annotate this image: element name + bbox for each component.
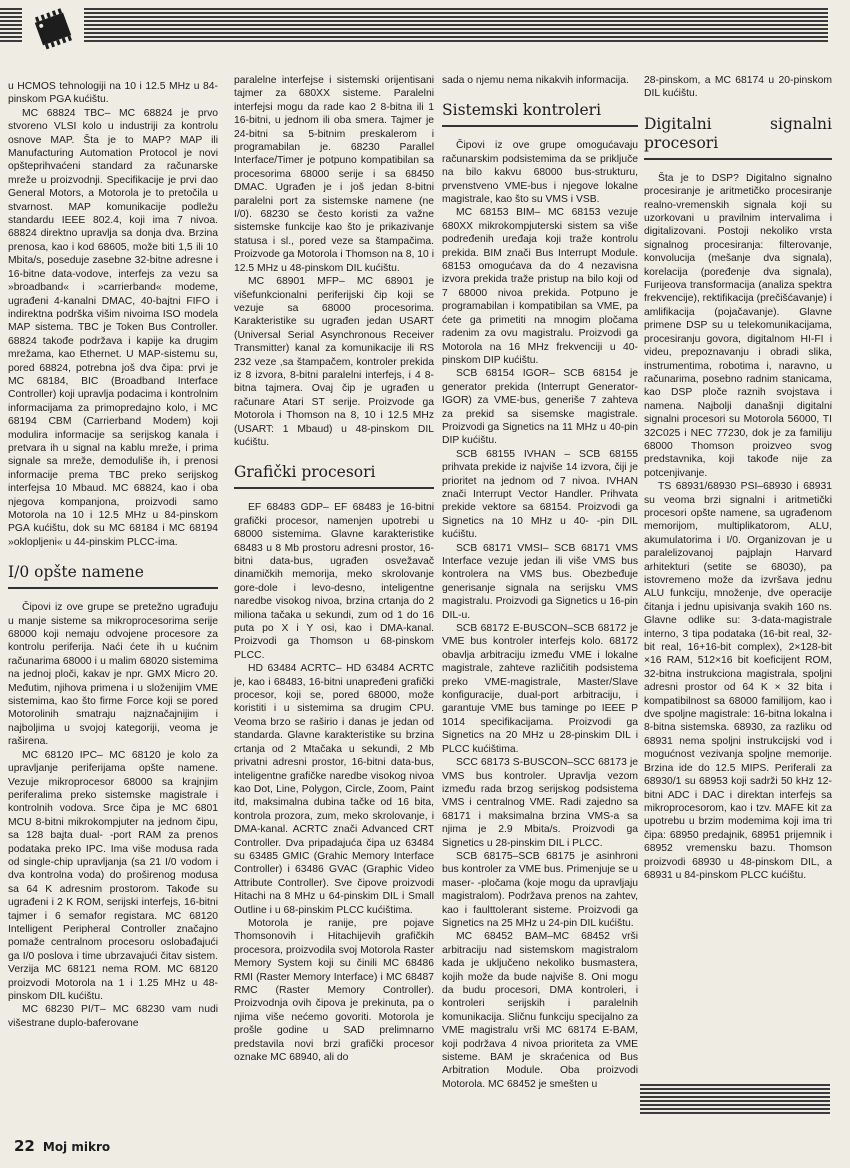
section-heading-system-controllers: Sistemski kontroleri bbox=[442, 101, 638, 127]
column-2 bbox=[234, 74, 434, 1168]
footer-stripes bbox=[640, 1084, 830, 1116]
paragraph: SCB 68155 IVHAN – SCB 68155 prihvata prekide iz najviše 14 izvora, čiji je prioritet na jednom od 7 nivoa. IVHAN znači Interrupt Vector Handler. Prihvata prekide vektore sa 68154. Proizvodi ga Signetics na 10 MHz u 40- -pin DIL kućištu. bbox=[442, 448, 638, 541]
paragraph: Šta je to DSP? Digitalno signalno procesiranje je aritmetičko procesiranje realno-vremenskih signala koji su uzorkovani u pravilnim intervalima i digitalizovani. Postoji nekoliko vrsta signalnog procesiranja: filterovanje, konvolucija (mešanje dva signala), korelacija (poređenje dva signala), Furijeova transformacija (analiza spektra frekvencije), rektifikacija (prečišćavanje) i amlifikacija (pojačavanje). Glavne primene DSP su u telekomunikacijama, procesiranju govora, digitalnom HI-FI i videu, prepoznavanju i obradi slika, instrumentima, robotima i, naravno, u računarima, posebno radnim stanicama, kao DSP ploče raznih svojstava i namena. Najbolji današnji digitalni signalni procesori su Motorola 56000, TI 32C025 i NEC 77230, dok je za familiju 68000 Thomson proizveo svog predstavnika, koji takođe nije za potcenjivanje. bbox=[644, 172, 832, 479]
paragraph: MC 68153 BIM– MC 68153 vezuje 680XX mikrokompjuterski sistem sa više podređenih uređaja koji traže kontrolu prekida. BIM znači Bus Interrupt Module. 68153 omogućava da do 4 nezavisna izvora prekida traže pristup na bilo koji od 7 68000 nivoa prekida. Potpuno je programabilan i kompatibilan sa VME, pa ćete ga primetiti na mnogim pločama radenim za ovu magistralu. Proizvodi ga Motorola na 16 MHz frekvenciji u 40-pinskom DIP kućištu. bbox=[442, 207, 638, 366]
paragraph: SCB 68171 VMSI– SCB 68171 VMS Interface vezuje jedan ili više VMS bus kontrolera na VMS bus. Obezbeđuje generisanje signala na serijsku VMS magistralu. Proizvodi ga Signetics u 16-pin DIL-u. bbox=[442, 542, 638, 621]
paragraph: SCB 68175–SCB 68175 je asinhroni bus kontroler za VME bus. Primenjuje se u maser- -pločama (koje mogu da upravljaju magistralom). Podržava prenos na zahtev, kao i faulttolerant sisteme. Proizvodi ga Signetics na 25 MHz u 24-pin DIL kućištu. bbox=[442, 850, 638, 929]
column-1 bbox=[8, 80, 218, 1168]
paragraph: SCC 68173 S-BUSCON–SCC 68173 je VMS bus kontroler. Upravlja vezom između rada brzog serijskog podsistema VMS i centralnog VME. Radi zajedno sa 68171 i maksimalna brzina VMS-a sa njima je 2.9 Mbita/s. Proizvodi ga Signetics u 28-pinskim DIL i PLCC. bbox=[442, 757, 638, 849]
paragraph: TS 68931/68930 PSI–68930 i 68931 su veoma brzi signalni i aritmetički procesori opšte namene, sa ugrađenom memorijom, multiplikatorom, ALU, akumulatorima i I/0. Organizovan je u paralelizovanoj pajplajn Harvard arhitekturi (setite se 68030), pa istovremeno može da izvršava jednu ALU funkciju, množenje, dve operacije čitanja i jednu upisivanja svakih 160 ns. Glavne odlike su: 3-data-magistrale interno, 3 tipa podataka (16-bit real, 32-bit real, 16+16-bit complex), 2×128-bit ×16 RAM, 512×16 bit koeficijent ROM, 32-bitna instrukciona magistrala, spoljni adresni prostor od 64 K × 32 bita i kompatibilnost sa 68000 familijom, kao i dve spoljne magistrale: 16-bitna lokalna i 8-bitna sistemska. 68930, za razliku od 68931 nema spoljni instrukcijski vod i mogućnost vezivanja spoljne memorije. Brzina ide do 12.5 MIPS. Periferali za 68930/1 su 68953 koji sadrži 50 kHz 12-bitni ADC i DAC i direktan interfejs sa mikroprocesorom, kao i tzv. MAFE kit za upotrebu u brzim modemima koji ima tri čipa: 68950 predajnik, 68951 prijemnik i 68952 vremensku bazu. Thomson proizvodi 68930 u 48-pinskom DIL, a 68931 u 84-pinskom PLCC kućištu. bbox=[644, 481, 832, 881]
paragraph: paralelne interfejse i sistemski orijentisani tajmer za 680XX sisteme. Paralelni interfejsi mogu da rade kao 2 8-bitna ili 1 16-bitni, u jednom ili oba smera. Tajmer je 24-bitni sa 5-bitnim preskalerom i programabilan je. 68230 Parallel Interface/Timer je potpuno kompatibilan sa procesorima 68000 serije i sa 68450 DMAC. Ugrađen je i još jedan 8-bitni paralelni port za sistemske namene (ne I/0). 68230 se često koristi za važne sistemske funkcije kao što je prikazivanje statusa i sl., pored veze sa štampačima. Proizvode ga Motorola i Thomson na 8, 10 i 12.5 MHz u 48-pinskom DIL kućištu. bbox=[234, 75, 434, 274]
page-number: 22 bbox=[14, 1137, 35, 1155]
paragraph: MC 68120 IPC– MC 68120 je kolo za upravljanje periferijama opšte namene. Vezuje mikroprocesor 68000 sa krajnjim periferalima preko sistemske magistrale i kontrolnih vodova. Srce čipa je MC 6801 MCU 8-bitni mikrokompjuter na jednom čipu, sa 128 bajta dual- -port RAM za prenos podataka preko IPC. Ima više modusa rada od single-chip upravljanja (sa 21 I/0 vodom i dva kontrolna voda) do proširenog modusa sa 64 K adresnim prostorom. Takođe su ugrađeni i 2 K ROM, serijski interfejs, 16-bitni tajmer i 6 semafor registara. MC 68120 Intelligent Peripheral Controller značajno pomaže centralnom procesoru oslobađajući ga I/0 poslova i time ubrzavajući čitav sistem. Verzija MC 68121 nema ROM. MC 68120 proizvodi Motorola na 1 i 1.25 MHz u 48-pinskom DIL kućištu. bbox=[8, 749, 218, 1002]
paragraph: MC 68824 TBC– MC 68824 je prvo stvoreno VLSI kolo u industriji za kontrolu osnove MAP. Šta je to MAP? MAP ili Manufacturing Automation Protocol je novi opšteprihvaćeni standard za računarske mreže u proizvodnji. Specifikacije je prvi dao General Motors, a Motorola je to pretočila u stvarnost. MAP komunikacije podležu standardu IEEE 802.4, koji ima 7 nivoa. 68824 direktno upravlja sa donja dva. Brzina prenosa, kao i kod 68605, može biti 1,5 ili 10 Mbita/s, poseduje zasebne 32-bitne adresne i 16-bitne data-vodove, interfejs za vezu sa »broadband« i »carrierband« modeme, ugrađeni 4-kanalni DMAC, 40-bajtni FIFO i indirektna podrška višim nivoima ISO modela MAP sistema. TBC je Token Bus Controller. 68824 takođe podržava i kapije ka drugim mrežama, kao Ethernet. U MAP-sistemu su, pored 68824, potrebna još dva čipa: prvi je MC 68184, BIC (Broadband Interface Controller) koji upravlja podacima i kontrolnim informacijama za primopredajno kolo, i MC 68194 CBM (Carrierband Modem) koji modulira informacije sa serijskog kanala i pretvara ih u signal na kablu mreže, i prima signale sa mreže, demoduliše ih, i prenosi informacije prema TBC preko serijskog interfejsa 10 Mbaud. MC 68824, kao i oba njegova kompanjona, proizvodi samo Motorola na 10 i 12.5 MHz u 84-pinskom PGA kućištu, dok su MC 68184 i MC 68194 »okloplјeni« u 44-pinskim PLCC-ima. bbox=[8, 107, 218, 548]
section-heading-graphics: Grafički procesori bbox=[234, 463, 434, 489]
paragraph: Čipovi iz ove grupe omogućavaju računarskim podsistemima da se priključe na bilo kakvu 68000 bus-strukturu, prvenstveno VME-bus i njegove lokalne magistrale, kao što su VMS i VSB. bbox=[442, 140, 638, 206]
paragraph: SCB 68172 E-BUSCON–SCB 68172 je VME bus kontroler interfejs kolo. 68172 obavlja arbitraciju između VME i lokalne magistrale, zahteve različitih podsistema preko VME-magistrale, Master/Slave konfiguracije, dual-port arbitraciju, i garantuje VME bus taminge po IEEE P 1014 specifikacijama. Proizvodi ga Signetics na 20 MHz u 28-pinskim DIL i PLCC kućištima. bbox=[442, 623, 638, 755]
page-footer bbox=[14, 1137, 110, 1155]
paragraph: HD 63484 ACRTC– HD 63484 ACRTC je, kao i 68483, 16-bitni unapređeni grafički procesor, koji se, pored 68000, može koristiti i u sistemima sa drugim CPU. Veoma brzo se raširio i danas je jedan od standarda. Glavne karakteristike su brzina crtanja od 2 Mtačaka u sekundi, 2 Mb privatni adresni prostor, 16-bitni data-bus, inteligentne grafičke naredbe visokog nivoa kao Dot, Line, Polygon, Circle, Zoom, Paint itd, maksimalna dubina tačke od 16 bita, kontrola prozora, zum, meko skrolovanje, i DMA-kanal. ACRTC znači Advanced CRT Controller. Dva pripadajuća čipa uz 63484 su 63485 GMIC (Grahic Memory Interface Controller) i 63486 GVAC (Graphic Video Attribute Controller). Sve čipove proizvodi Hitachi na 8 MHz u 64-pinskim DIL i Small Outline i u 68-pinskim PLCC kućištima. bbox=[234, 663, 434, 916]
paragraph: MC 68901 MFP– MC 68901 je višefunkcionalni periferijski čip koji se vezuje sa 68000 procesorima. Karakteristike su ugrađen jedan USART (Universal Serial Asynchronous Receiver Transmitter) kanal za komunikacije ili RS 232 veze ,sa štampačem, kontroler prekida iz 8 izvora, 8-bitni paralelni interfejs, i 4 8-bitna tajmera. Ovaj čip je ugrađen u računare Atari ST serije. Proizvode ga Motorola i Thomson na 8, 10 i 12.5 MHz (USART: 1 Mbaud) u 48-pinskom DIL kućištu. bbox=[234, 276, 434, 448]
magazine-name: Moj mikro bbox=[42, 1140, 111, 1154]
paragraph: EF 68483 GDP– EF 68483 je 16-bitni grafički procesor, namenjen upotrebi u 68000 sistemima. Glavne karakteristike 68483 u 8 Mb prostoru adresni prostor, 16-bitni data-bus, ugrađen osvežavač dinamičkih memorija, meko skrolovanje gore-dole i levo-desno, inteligentne naredbe visokog nivoa, brzina crtanja do 2 miliona tačaka u sekundi, zum od 1 do 16 puta po X i Y osi, kao i DMA-kanal. Proizvodi ga Thomson u 68-pinskom PLCC. bbox=[234, 502, 434, 661]
column-3 bbox=[442, 74, 638, 1168]
paragraph: MC 68452 BAM–MC 68452 vrši arbitraciju nad sistemskom magistralom kada je uključeno nekoliko busmastera, kojih može da bude najviše 8. Oni mogu da budu procesori, DMA kontroleri, i kontroleri serijskih i paralelnih komunikacija. Sličnu funkciju specijalno za VME magistralu vrši MC 68174 E-BAM, koji podržava 4 nivoa prioriteta za VME sisteme. BAM je skraćenica od Bus Arbitration Module. Oba proizvodi Motorola. MC 68452 je smešten u bbox=[442, 931, 638, 1090]
header-stripes bbox=[0, 8, 828, 44]
chip-logo-icon bbox=[22, 2, 84, 56]
paragraph: u HCMOS tehnologiji na 10 i 12.5 MHz u 84-pinskom PGA kućištu. bbox=[8, 81, 218, 106]
section-heading-dsp: Digitalni signalni procesori bbox=[644, 115, 832, 160]
paragraph: 28-pinskom, a MC 68174 u 20-pinskom DIL kućištu. bbox=[644, 75, 832, 100]
column-4 bbox=[644, 74, 832, 1168]
paragraph: sada o njemu nema nikakvih informacija. bbox=[442, 75, 629, 86]
paragraph: SCB 68154 IGOR– SCB 68154 je generator prekida (Interrupt Generator-IGOR) za VME-bus, generiše 7 zahteva za prekid sa sisemske magistrale. Proizvodi ga Signetics na 11 MHz u 40-pin DIP kućištu. bbox=[442, 368, 638, 447]
paragraph: Motorola je ranije, pre pojave Thomsonovih i Hitachijevih grafičkih procesora, proizvodila svoj Motorola Raster Memory System koji su činili MC 68486 RMI (Raster Memory Interface) i MC 68487 RMC (Raster Memory Controller). Proizvodnja ovih čipova je prekinuta, pa o njima više nećemo govoriti. Motorola je prošle godine u SAD prelimnarno predstavila novi brzi grafički procesor oznake MC 68940, ali do bbox=[234, 917, 434, 1064]
section-heading-io: I/0 opšte namene bbox=[8, 563, 218, 589]
paragraph: MC 68230 PI/T– MC 68230 vam nudi višestrane duplo-baferovane bbox=[8, 1004, 218, 1029]
paragraph: Čipovi iz ove grupe se pretežno ugrađuju u manje sisteme sa mikroprocesorima serije 68000 koji nemaju odvojene procesore za kontrolu periferija. Naći ćete ih u kućnim računarima 68000 i u malim 68020 sistemima na jednoj ploči, kakav je npr. GMX Micro 20. Međutim, njihova primena i u složenijim VME sistemima, kao što firme Force koji se pored Motorolinih smatraju najznačajnijim i najboljima u svojoj kategoriji, veoma je raširena. bbox=[8, 602, 218, 748]
